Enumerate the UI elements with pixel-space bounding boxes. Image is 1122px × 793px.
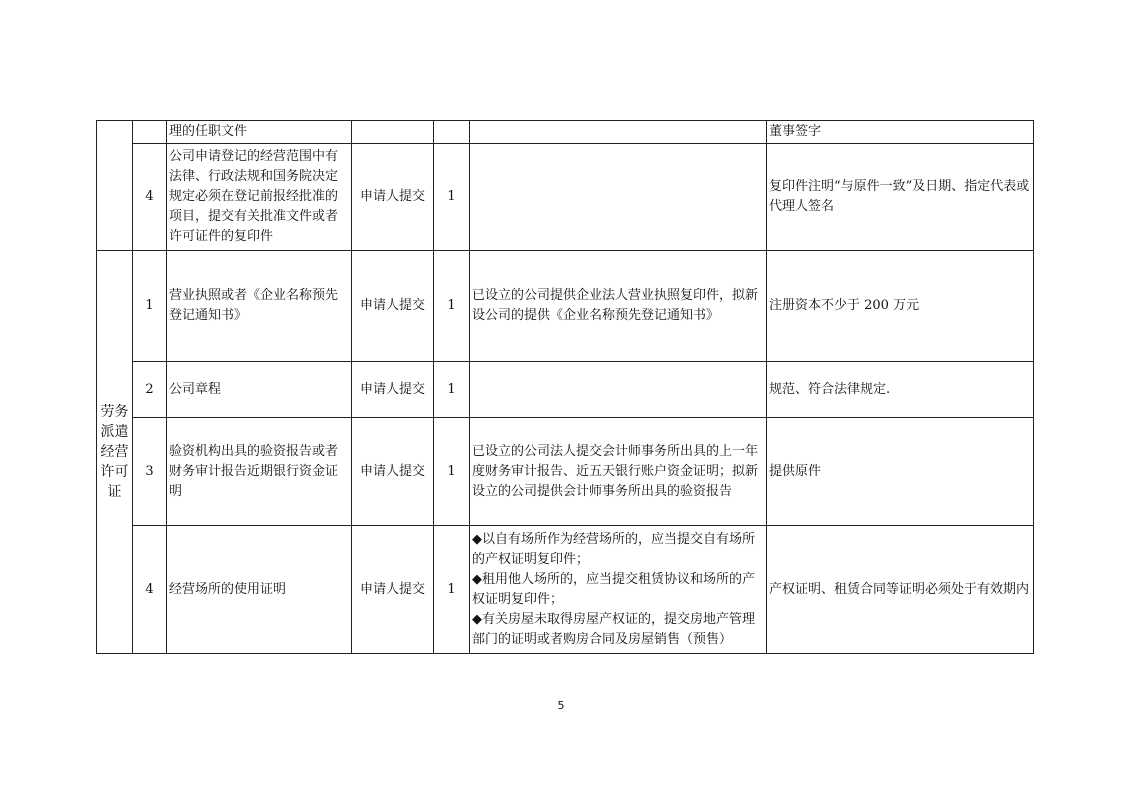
- document-description: [470, 526, 767, 654]
- submission-source: 申请人提交: [352, 526, 434, 654]
- category-cell-prev: [97, 121, 133, 251]
- document-description: [470, 121, 767, 144]
- description-bullet: ◆租用他人场所的，应当提交租赁协议和场所的产权证明复印件；: [472, 571, 755, 607]
- remark: 产权证明、租赁合同等证明必须处于有效期内: [767, 526, 1034, 654]
- document-name: 验资机构出具的验资报告或者财务审计报告近期银行资金证明: [167, 418, 352, 526]
- remark: 规范、符合法律规定.: [767, 362, 1034, 418]
- copy-count: 1: [434, 526, 470, 654]
- copy-count: 1: [434, 251, 470, 362]
- document-description: [470, 144, 767, 251]
- row-number: 3: [133, 418, 167, 526]
- category-cell: 劳务派遣经营许可证: [97, 251, 133, 654]
- remark: 注册资本不少于 200 万元: [767, 251, 1034, 362]
- row-number: 4: [133, 526, 167, 654]
- remark: 提供原件: [767, 418, 1034, 526]
- row-number: [133, 121, 167, 144]
- table-row: [97, 121, 1034, 144]
- requirements-table: [96, 120, 1034, 654]
- submission-source: 申请人提交: [352, 418, 434, 526]
- document-description: 已设立的公司法人提交会计师事务所出具的上一年度财务审计报告、近五天银行账户资金证明；拟新设立的公司提供会计师事务所出具的验资报告: [470, 418, 767, 526]
- remark: 复印件注明“与原件一致”及日期、指定代表或代理人签名: [767, 144, 1034, 251]
- page-number: 5: [557, 699, 565, 712]
- row-number: 4: [133, 144, 167, 251]
- table-row: [97, 526, 1034, 654]
- submission-source: [352, 121, 434, 144]
- submission-source: 申请人提交: [352, 251, 434, 362]
- submission-source: 申请人提交: [352, 362, 434, 418]
- document-name: 经营场所的使用证明: [167, 526, 352, 654]
- table-row: [97, 251, 1034, 362]
- document-name: 理的任职文件: [167, 121, 352, 144]
- table-row: [97, 418, 1034, 526]
- document-name: 营业执照或者《企业名称预先登记通知书》: [167, 251, 352, 362]
- submission-source: 申请人提交: [352, 144, 434, 251]
- document-description: [470, 362, 767, 418]
- document-description: 已设立的公司提供企业法人营业执照复印件，拟新设公司的提供《企业名称预先登记通知书》: [470, 251, 767, 362]
- row-number: 1: [133, 251, 167, 362]
- description-bullet: ◆以自有场所作为经营场所的，应当提交自有场所的产权证明复印件；: [472, 531, 755, 567]
- document-name: 公司章程: [167, 362, 352, 418]
- document-name: 公司申请登记的经营范围中有法律、行政法规和国务院决定规定必须在登记前报经批准的项目，提交有关批准文件或者许可证件的复印件: [167, 144, 352, 251]
- description-bullet: ◆有关房屋未取得房屋产权证的，提交房地产管理部门的证明或者购房合同及房屋销售（预售）: [472, 611, 755, 647]
- row-number: 2: [133, 362, 167, 418]
- table-row: [97, 144, 1034, 251]
- copy-count: 1: [434, 362, 470, 418]
- copy-count: 1: [434, 144, 470, 251]
- table-row: [97, 362, 1034, 418]
- copy-count: [434, 121, 470, 144]
- remark: 董事签字: [767, 121, 1034, 144]
- copy-count: 1: [434, 418, 470, 526]
